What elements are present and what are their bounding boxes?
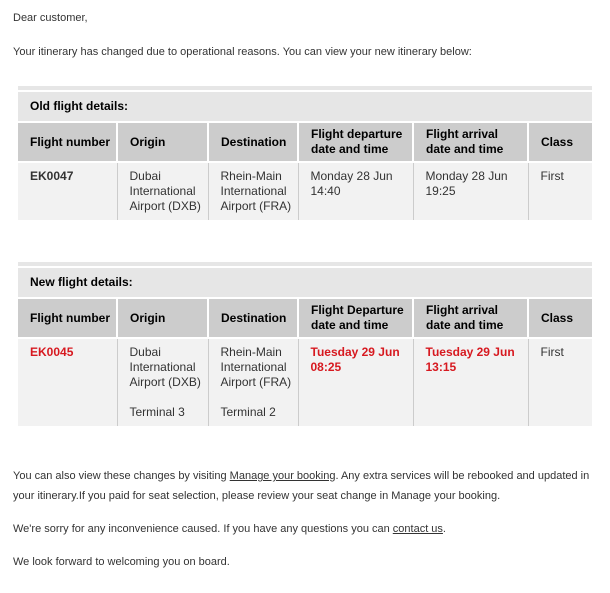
new-flight-number: EK0045 xyxy=(18,338,117,426)
col-header-origin: Origin xyxy=(117,122,208,162)
footer xyxy=(13,466,594,572)
col-header-destination: Destination xyxy=(208,122,298,162)
old-flight-table xyxy=(18,86,592,220)
col-header-flight-number: Flight number xyxy=(18,122,117,162)
old-flight-header-row xyxy=(18,122,592,162)
old-flight-data-row xyxy=(18,162,592,220)
old-flight-title: Old flight details: xyxy=(18,91,592,122)
new-flight-destination xyxy=(208,338,298,426)
new-flight-header-row xyxy=(18,298,592,338)
manage-booking-link[interactable]: Manage your booking xyxy=(229,470,336,482)
greeting: Dear customer, xyxy=(13,12,88,24)
new-flight-class: First xyxy=(528,338,592,426)
manage-booking-paragraph xyxy=(13,466,594,506)
intro-message: Your itinerary has changed due to operational reasons. You can view your new itinerary below: xyxy=(13,46,472,58)
col-header-class: Class xyxy=(528,122,592,162)
new-flight-title-row xyxy=(18,267,592,298)
new-flight-departure: Tuesday 29 Jun 08:25 xyxy=(298,338,413,426)
footer-text: You can also view these changes by visiting xyxy=(13,470,230,482)
contact-us-link[interactable]: contact us xyxy=(392,523,443,535)
closing-message: We look forward to welcoming you on board. xyxy=(13,556,230,568)
new-flight-arrival: Tuesday 29 Jun 13:15 xyxy=(413,338,528,426)
old-flight-arrival: Monday 28 Jun 19:25 xyxy=(413,162,528,220)
col-header-destination: Destination xyxy=(208,298,298,338)
new-flight-data-row xyxy=(18,338,592,426)
apology-paragraph xyxy=(13,519,594,539)
new-flight-destination-terminal: Terminal 2 xyxy=(220,405,276,419)
old-flight-title-row xyxy=(18,91,592,122)
old-flight-origin: Dubai International Airport (DXB) xyxy=(117,162,208,220)
footer-text: We're sorry for any inconvenience caused. If you have any questions you can xyxy=(13,523,393,535)
footer-text: . xyxy=(442,523,446,535)
new-flight-table xyxy=(18,262,592,426)
new-flight-origin-airport: Dubai International Airport (DXB) xyxy=(129,345,201,389)
new-flight-origin xyxy=(117,338,208,426)
col-header-origin: Origin xyxy=(117,298,208,338)
new-flight-destination-airport: Rhein-Main International Airport (FRA) xyxy=(220,345,292,389)
new-flight-origin-terminal: Terminal 3 xyxy=(129,405,185,419)
footer-text: . Any extra services will be rebooked and updated in your itinerary.If you paid for seat selection, please review your seat change in Manage your booking. xyxy=(13,470,590,502)
col-header-departure: Flight Departure date and time xyxy=(298,298,413,338)
old-flight-number: EK0047 xyxy=(18,162,117,220)
old-flight-class: First xyxy=(528,162,592,220)
col-header-departure: Flight departure date and time xyxy=(298,122,413,162)
new-flight-title: New flight details: xyxy=(18,267,592,298)
col-header-arrival: Flight arrival date and time xyxy=(413,298,528,338)
old-flight-destination: Rhein-Main International Airport (FRA) xyxy=(208,162,298,220)
col-header-arrival: Flight arrival date and time xyxy=(413,122,528,162)
col-header-class: Class xyxy=(528,298,592,338)
old-flight-departure: Monday 28 Jun 14:40 xyxy=(298,162,413,220)
col-header-flight-number: Flight number xyxy=(18,298,117,338)
